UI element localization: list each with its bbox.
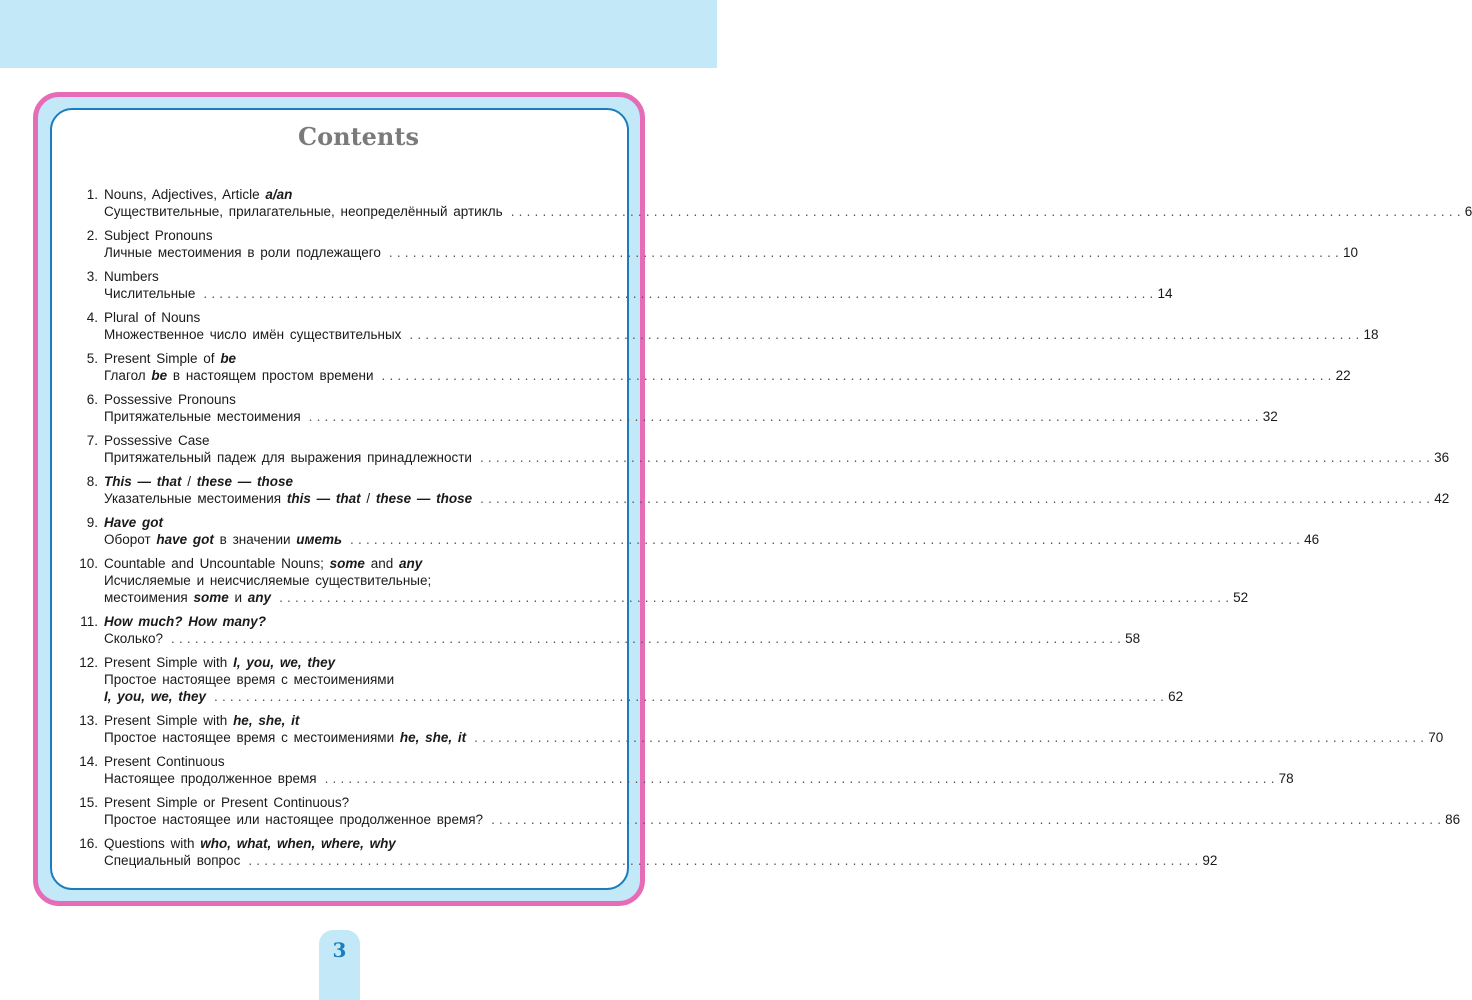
entry-text xyxy=(104,408,301,425)
text-segment: Countable and Uncountable Nouns; xyxy=(104,556,330,571)
text-segment: и xyxy=(228,590,248,605)
entry-line xyxy=(104,835,608,852)
emphasis-text: a/an xyxy=(265,187,293,202)
entry-text xyxy=(104,227,213,244)
entry-line xyxy=(104,613,608,630)
entry-text xyxy=(104,654,335,671)
entry-line xyxy=(104,449,1450,466)
dot-leader: ........................................................................................................................ xyxy=(214,689,1169,704)
entry-page-number[interactable]: 42 xyxy=(1434,491,1450,506)
entry-text xyxy=(104,186,292,203)
entry-line xyxy=(104,671,608,688)
entry-line xyxy=(104,729,1444,746)
dot-leader: ........................................................................................................................ xyxy=(474,730,1429,745)
entry-text xyxy=(104,244,381,261)
text-segment: / xyxy=(181,474,197,489)
entry-text xyxy=(104,770,317,787)
entry-number: 10. xyxy=(79,556,98,571)
entry-number: 5. xyxy=(86,351,98,366)
entry-line xyxy=(104,794,608,811)
entry-page-number[interactable]: 22 xyxy=(1335,368,1351,383)
entry-text xyxy=(104,794,349,811)
entry-page-number[interactable]: 32 xyxy=(1262,409,1278,424)
entry-body xyxy=(104,514,1320,548)
emphasis-text: have got xyxy=(156,532,214,547)
text-segment: Subject Pronouns xyxy=(104,228,213,243)
toc-entry[interactable] xyxy=(70,473,1450,507)
text-segment: Настоящее продолженное время xyxy=(104,771,317,786)
emphasis-text: who, what, when, where, why xyxy=(200,836,396,851)
entry-text xyxy=(104,671,394,688)
entry-number: 1. xyxy=(86,187,98,202)
entry-number: 2. xyxy=(86,228,98,243)
text-segment: Глагол xyxy=(104,368,152,383)
toc-entry[interactable] xyxy=(70,555,1249,606)
entry-page-number[interactable]: 52 xyxy=(1233,590,1249,605)
toc-entry[interactable] xyxy=(70,391,1278,425)
entry-body xyxy=(104,227,1359,261)
toc-entry[interactable] xyxy=(70,613,1141,647)
dot-leader: ........................................................................................................................ xyxy=(409,327,1364,342)
dot-leader: ........................................................................................................................ xyxy=(350,532,1305,547)
page-number: 3 xyxy=(332,938,347,962)
emphasis-text: any xyxy=(398,556,423,571)
toc-entry[interactable] xyxy=(70,432,1450,466)
text-segment: Простое настоящее время с местоимениями xyxy=(104,672,395,687)
entry-text xyxy=(104,203,503,220)
entry-text xyxy=(104,630,163,647)
entry-line xyxy=(104,490,1450,507)
entry-body xyxy=(104,350,1351,384)
entry-text xyxy=(104,490,472,507)
text-segment: Nouns, Adjectives, Article xyxy=(104,187,266,202)
entry-line xyxy=(104,391,608,408)
entry-text xyxy=(104,531,342,548)
entry-body xyxy=(104,835,1218,869)
text-segment: Present Simple of xyxy=(104,351,221,366)
dot-leader: ........................................................................................................................ xyxy=(510,204,1465,219)
entry-page-number[interactable]: 36 xyxy=(1434,450,1450,465)
entry-page-number[interactable]: 46 xyxy=(1304,532,1320,547)
entry-number: 3. xyxy=(86,269,98,284)
toc-entry[interactable] xyxy=(70,654,1184,705)
entry-line xyxy=(104,285,1173,302)
text-segment: Present Simple with xyxy=(104,713,234,728)
text-segment: в значении xyxy=(213,532,297,547)
entry-body xyxy=(104,555,1249,606)
emphasis-text: any xyxy=(247,590,272,605)
dot-leader: ........................................................................................................................ xyxy=(479,450,1435,465)
entry-text xyxy=(104,729,466,746)
entry-body xyxy=(104,654,1184,705)
entry-text xyxy=(104,326,401,343)
entry-number: 8. xyxy=(86,474,98,489)
text-segment: Простое настоящее время с местоимениями xyxy=(104,730,400,745)
emphasis-text: be xyxy=(220,351,237,366)
entry-line xyxy=(104,555,608,572)
entry-body xyxy=(104,473,1450,507)
emphasis-text: these — those xyxy=(375,491,473,506)
entry-body xyxy=(104,753,1294,787)
entry-line xyxy=(104,367,1351,384)
text-segment: Числительные xyxy=(104,286,196,301)
page-title: Contents xyxy=(298,122,419,151)
entry-number: 15. xyxy=(79,795,98,810)
emphasis-text: he, she, it xyxy=(399,730,467,745)
emphasis-text: these — those xyxy=(196,474,294,489)
entry-line xyxy=(104,572,608,589)
entry-line xyxy=(104,186,608,203)
entry-line xyxy=(104,811,1461,828)
entry-body xyxy=(104,432,1450,466)
text-segment: Простое настоящее или настоящее продолженное время? xyxy=(104,812,484,827)
entry-text xyxy=(104,309,200,326)
emphasis-text: he, she, it xyxy=(233,713,300,728)
entry-text xyxy=(104,350,236,367)
emphasis-text: be xyxy=(151,368,168,383)
entry-line xyxy=(104,227,608,244)
toc-entry[interactable] xyxy=(70,350,1351,384)
entry-body xyxy=(104,268,1173,302)
entry-body xyxy=(104,391,1278,425)
text-segment: Притяжательные местоимения xyxy=(104,409,301,424)
text-segment: Questions with xyxy=(104,836,201,851)
entry-text xyxy=(104,391,236,408)
entry-line xyxy=(104,589,1249,606)
dot-leader: ........................................................................................................................ xyxy=(279,590,1234,605)
entry-number: 12. xyxy=(79,655,98,670)
emphasis-text: How much? How many? xyxy=(104,614,267,629)
entry-text xyxy=(104,613,266,630)
top-band xyxy=(0,0,717,68)
entry-line xyxy=(104,712,608,729)
emphasis-text: This — that xyxy=(104,474,182,489)
dot-leader: ........................................................................................................................ xyxy=(388,245,1343,260)
entry-page-number[interactable]: 62 xyxy=(1168,689,1184,704)
text-segment: / xyxy=(360,491,376,506)
entry-number: 11. xyxy=(80,614,98,629)
entry-text xyxy=(104,852,240,869)
entry-text xyxy=(104,688,206,705)
dot-leader: ........................................................................................................................ xyxy=(491,812,1446,827)
entry-page-number[interactable]: 58 xyxy=(1125,631,1141,646)
emphasis-text: I, you, we, they xyxy=(233,655,336,670)
entry-line xyxy=(104,688,1184,705)
entry-line xyxy=(104,408,1278,425)
entry-text xyxy=(104,473,293,490)
entry-body xyxy=(104,794,1461,828)
toc-entry[interactable] xyxy=(70,712,1444,746)
entry-line xyxy=(104,309,608,326)
entry-text xyxy=(104,367,374,384)
toc-entry[interactable] xyxy=(70,227,1359,261)
entry-page-number[interactable]: 70 xyxy=(1428,730,1444,745)
entry-line xyxy=(104,654,608,671)
table-of-contents xyxy=(70,186,1472,876)
text-segment: Present Simple with xyxy=(104,655,234,670)
emphasis-text: иметь xyxy=(296,532,343,547)
entry-number: 14. xyxy=(79,754,98,769)
entry-text xyxy=(104,589,271,606)
entry-line xyxy=(104,531,1320,548)
entry-text xyxy=(104,432,210,449)
page-number-tab xyxy=(319,930,360,1000)
toc-entry[interactable] xyxy=(70,309,1379,343)
text-segment: Личные местоимения в роли подлежащего xyxy=(104,245,381,260)
entry-line xyxy=(104,753,608,770)
entry-text xyxy=(104,572,431,589)
entry-line xyxy=(104,770,1294,787)
entry-number: 13. xyxy=(79,713,98,728)
entry-line xyxy=(104,852,1218,869)
entry-number: 7. xyxy=(86,433,98,448)
dot-leader: ........................................................................................................................ xyxy=(381,368,1336,383)
emphasis-text: some xyxy=(193,590,229,605)
entry-body xyxy=(104,186,1472,220)
entry-line xyxy=(104,514,608,531)
dot-leader: ........................................................................................................................ xyxy=(324,771,1279,786)
dot-leader: ........................................................................................................................ xyxy=(480,491,1435,506)
entry-line xyxy=(104,203,1472,220)
entry-body xyxy=(104,613,1141,647)
text-segment: Present Continuous xyxy=(104,754,225,769)
entry-text xyxy=(104,268,159,285)
text-segment: Указательные местоимения xyxy=(104,491,287,506)
entry-page-number[interactable]: 18 xyxy=(1363,327,1379,342)
entry-text xyxy=(104,514,163,531)
entry-page-number[interactable]: 78 xyxy=(1278,771,1294,786)
text-segment: Множественное число имён существительных xyxy=(104,327,402,342)
entry-text xyxy=(104,449,472,466)
entry-line xyxy=(104,630,1141,647)
entry-line xyxy=(104,432,608,449)
toc-entry[interactable] xyxy=(70,186,1472,220)
emphasis-text: Have got xyxy=(104,515,164,530)
entry-text xyxy=(104,811,483,828)
text-segment: Сколько? xyxy=(104,631,164,646)
entry-text xyxy=(104,712,299,729)
entry-line xyxy=(104,326,1379,343)
entry-page-number[interactable]: 14 xyxy=(1157,286,1173,301)
toc-entry[interactable] xyxy=(70,514,1320,548)
entry-body xyxy=(104,309,1379,343)
toc-entry[interactable] xyxy=(70,753,1294,787)
entry-number: 6. xyxy=(86,392,98,407)
entry-number: 4. xyxy=(86,310,98,325)
emphasis-text: some xyxy=(329,556,365,571)
entry-page-number[interactable]: 6 xyxy=(1464,204,1472,219)
toc-entry[interactable] xyxy=(70,268,1173,302)
entry-line xyxy=(104,350,608,367)
entry-body xyxy=(104,712,1444,746)
entry-text xyxy=(104,753,225,770)
text-segment: в настоящем простом времени xyxy=(167,368,374,383)
dot-leader: ........................................................................................................................ xyxy=(248,853,1203,868)
emphasis-text: this — that xyxy=(286,491,361,506)
text-segment: Оборот xyxy=(104,532,157,547)
dot-leader: ........................................................................................................................ xyxy=(308,409,1263,424)
text-segment: местоимения xyxy=(104,590,194,605)
entry-line xyxy=(104,244,1359,261)
emphasis-text: I, you, we, they xyxy=(104,689,207,704)
text-segment: Притяжательный падеж для выражения принадлежности xyxy=(104,450,472,465)
entry-text xyxy=(104,835,396,852)
text-segment: Possessive Pronouns xyxy=(104,392,236,407)
toc-entry[interactable] xyxy=(70,794,1461,828)
text-segment: Специальный вопрос xyxy=(104,853,241,868)
entry-number: 16. xyxy=(79,836,98,851)
entry-line xyxy=(104,268,608,285)
entry-line xyxy=(104,473,608,490)
entry-page-number[interactable]: 10 xyxy=(1343,245,1359,260)
entry-text xyxy=(104,285,195,302)
entry-number: 9. xyxy=(86,515,98,530)
dot-leader: ........................................................................................................................ xyxy=(203,286,1158,301)
dot-leader: ........................................................................................................................ xyxy=(171,631,1126,646)
text-segment: Numbers xyxy=(104,269,159,284)
toc-entry[interactable] xyxy=(70,835,1218,869)
text-segment: Present Simple or Present Continuous? xyxy=(104,795,350,810)
text-segment: Существительные, прилагательные, неопределённый артикль xyxy=(104,204,503,219)
text-segment: Plural of Nouns xyxy=(104,310,201,325)
entry-text xyxy=(104,555,422,572)
text-segment: and xyxy=(364,556,399,571)
entry-page-number[interactable]: 86 xyxy=(1445,812,1461,827)
text-segment: Исчисляемые и неисчисляемые существительные; xyxy=(104,573,432,588)
entry-page-number[interactable]: 92 xyxy=(1202,853,1218,868)
text-segment: Possessive Case xyxy=(104,433,210,448)
